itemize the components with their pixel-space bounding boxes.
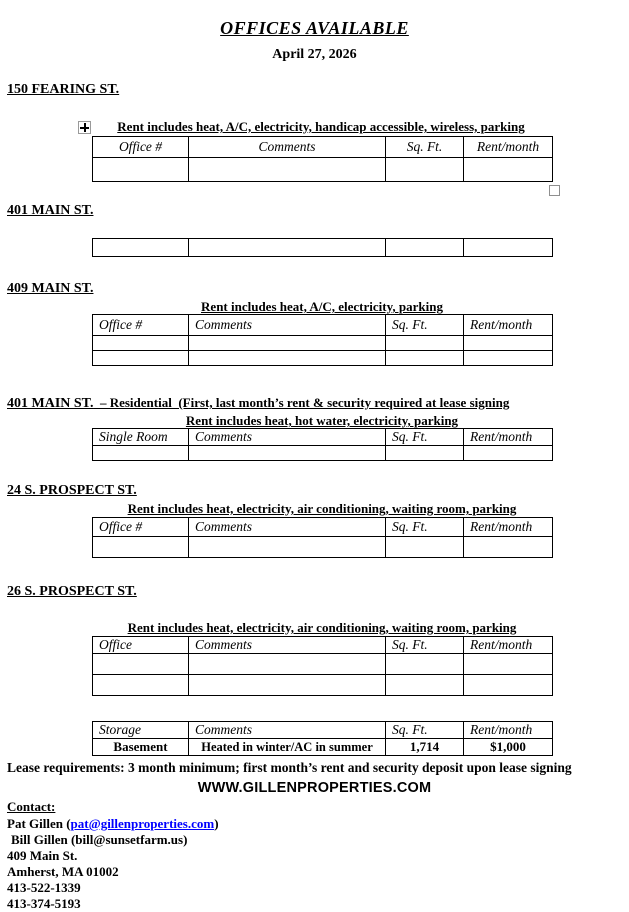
column-header-storage: Storage	[93, 722, 189, 739]
table-cell-rent[interactable]	[464, 239, 553, 257]
column-header-rent: Rent/month	[464, 518, 553, 537]
column-header-sqft: Sq. Ft.	[386, 637, 464, 654]
column-header-sqft: Sq. Ft.	[386, 429, 464, 446]
lease-requirements-note: Lease requirements: 3 month minimum; first month’s rent and security deposit upon lease signing	[7, 760, 572, 775]
table-cell-comments[interactable]	[189, 675, 386, 696]
column-header-sqft: Sq. Ft.	[386, 315, 464, 336]
table-row	[93, 336, 553, 351]
column-header-office: Office	[93, 637, 189, 654]
storage-table	[92, 721, 553, 756]
column-header-comments: Comments	[189, 429, 386, 446]
table-row	[93, 537, 553, 558]
contact-phone-2: 413-374-5193	[7, 896, 81, 911]
rent-note-401-residential: Rent includes heat, hot water, electricity, parking	[185, 413, 459, 428]
section-heading-401-main-st-residential	[7, 395, 509, 412]
table-cell-sqft[interactable]	[386, 654, 464, 675]
contact-phone-1: 413-522-1339	[7, 880, 81, 895]
column-header-sqft: Sq. Ft.	[386, 518, 464, 537]
contact-pat-line	[7, 816, 219, 832]
table-resize-handle-icon[interactable]	[549, 185, 560, 196]
storage-name-cell[interactable]: Basement	[93, 739, 189, 756]
storage-comments-cell[interactable]: Heated in winter/AC in summer	[189, 739, 386, 756]
heading-residential-note: – Residential (First, last month’s rent & security required at lease signing	[93, 395, 510, 410]
table-cell-rent[interactable]	[464, 537, 553, 558]
table-cell-sqft[interactable]	[386, 675, 464, 696]
table-header-row	[93, 518, 553, 537]
table-cell-room[interactable]	[93, 446, 189, 461]
section-heading-24-s-prospect-st: 24 S. PROSPECT ST.	[7, 483, 137, 498]
table-cell-comments[interactable]	[189, 537, 386, 558]
website-url: WWW.GILLENPROPERTIES.COM	[197, 780, 432, 796]
storage-rent-cell[interactable]: $1,000	[464, 739, 553, 756]
table-cell-office[interactable]	[93, 158, 189, 182]
section-heading-409-main-st: 409 MAIN ST.	[7, 281, 94, 296]
table-header-row	[93, 637, 553, 654]
table-row	[93, 446, 553, 461]
column-header-sqft: Sq. Ft.	[386, 722, 464, 739]
table-cell-comments[interactable]	[189, 239, 386, 257]
column-header-single-room: Single Room	[93, 429, 189, 446]
storage-sqft-cell[interactable]: 1,714	[386, 739, 464, 756]
table-cell-comments[interactable]	[189, 158, 386, 182]
table-cell-rent[interactable]	[464, 446, 553, 461]
column-header-rent: Rent/month	[464, 137, 553, 158]
table-cell-comments[interactable]	[189, 446, 386, 461]
table-row	[93, 351, 553, 366]
table-row	[93, 654, 553, 675]
pat-email-link[interactable]: pat@gillenproperties.com	[70, 816, 215, 831]
column-header-office: Office #	[93, 518, 189, 537]
rooms-table-401-main-residential	[92, 428, 553, 461]
section-heading-26-s-prospect-st: 26 S. PROSPECT ST.	[7, 584, 137, 599]
table-cell-sqft[interactable]	[386, 351, 464, 366]
page-title: OFFICES AVAILABLE	[220, 18, 409, 38]
rent-note-409-main: Rent includes heat, A/C, electricity, parking	[201, 299, 443, 314]
column-header-comments: Comments	[189, 637, 386, 654]
rent-note-24-prospect: Rent includes heat, electricity, air conditioning, waiting room, parking	[127, 501, 517, 516]
table-cell-rent[interactable]	[464, 675, 553, 696]
section-heading-150-fearing-st: 150 FEARING ST.	[7, 82, 120, 97]
table-cell-office[interactable]	[93, 654, 189, 675]
contact-bill-line: Bill Gillen (bill@sunsetfarm.us)	[11, 832, 188, 847]
table-row	[93, 675, 553, 696]
table-cell-sqft[interactable]	[386, 336, 464, 351]
table-row	[93, 239, 553, 257]
column-header-rent: Rent/month	[464, 637, 553, 654]
table-cell-comments[interactable]	[189, 336, 386, 351]
contact-label: Contact:	[7, 799, 56, 814]
table-cell-office[interactable]	[93, 675, 189, 696]
section-heading-401-main-st: 401 MAIN ST.	[7, 203, 94, 218]
table-cell-office[interactable]	[93, 239, 189, 257]
column-header-office: Office #	[93, 315, 189, 336]
column-header-sqft: Sq. Ft.	[386, 137, 464, 158]
column-header-office: Office #	[93, 137, 189, 158]
table-cell-sqft[interactable]	[386, 158, 464, 182]
storage-basement-row	[93, 739, 553, 756]
table-cell-rent[interactable]	[464, 654, 553, 675]
contact-address-street: 409 Main St.	[7, 848, 78, 863]
column-header-rent: Rent/month	[464, 429, 553, 446]
table-cell-comments[interactable]	[189, 351, 386, 366]
contact-address-city: Amherst, MA 01002	[7, 864, 119, 879]
table-header-row	[93, 722, 553, 739]
table-header-row	[93, 429, 553, 446]
table-cell-comments[interactable]	[189, 654, 386, 675]
table-cell-office[interactable]	[93, 336, 189, 351]
table-row	[93, 158, 553, 182]
document-date: April 27, 2026	[272, 47, 357, 62]
rent-note-150-fearing: Rent includes heat, A/C, electricity, handicap accessible, wireless, parking	[117, 119, 525, 134]
column-header-comments: Comments	[189, 518, 386, 537]
offices-table-24-s-prospect	[92, 517, 553, 558]
table-header-row	[93, 315, 553, 336]
offices-table-401-main	[92, 238, 553, 257]
pat-close-paren: )	[214, 816, 219, 831]
column-header-comments: Comments	[189, 722, 386, 739]
table-cell-rent[interactable]	[464, 351, 553, 366]
table-header-row	[93, 137, 553, 158]
table-cell-sqft[interactable]	[386, 537, 464, 558]
table-cell-sqft[interactable]	[386, 239, 464, 257]
column-header-rent: Rent/month	[464, 315, 553, 336]
offices-table-26-s-prospect	[92, 636, 553, 696]
table-cell-sqft[interactable]	[386, 446, 464, 461]
offices-table-409-main	[92, 314, 553, 366]
heading-address: 401 MAIN ST.	[7, 396, 94, 411]
table-cell-office[interactable]	[93, 351, 189, 366]
table-cell-rent[interactable]	[464, 336, 553, 351]
column-header-comments: Comments	[189, 137, 386, 158]
table-cell-office[interactable]	[93, 537, 189, 558]
column-header-rent: Rent/month	[464, 722, 553, 739]
rent-note-26-prospect: Rent includes heat, electricity, air conditioning, waiting room, parking	[127, 620, 517, 635]
table-cell-rent[interactable]	[464, 158, 553, 182]
offices-table-150-fearing	[92, 136, 553, 182]
column-header-comments: Comments	[189, 315, 386, 336]
pat-name: Pat Gillen (	[7, 816, 71, 831]
